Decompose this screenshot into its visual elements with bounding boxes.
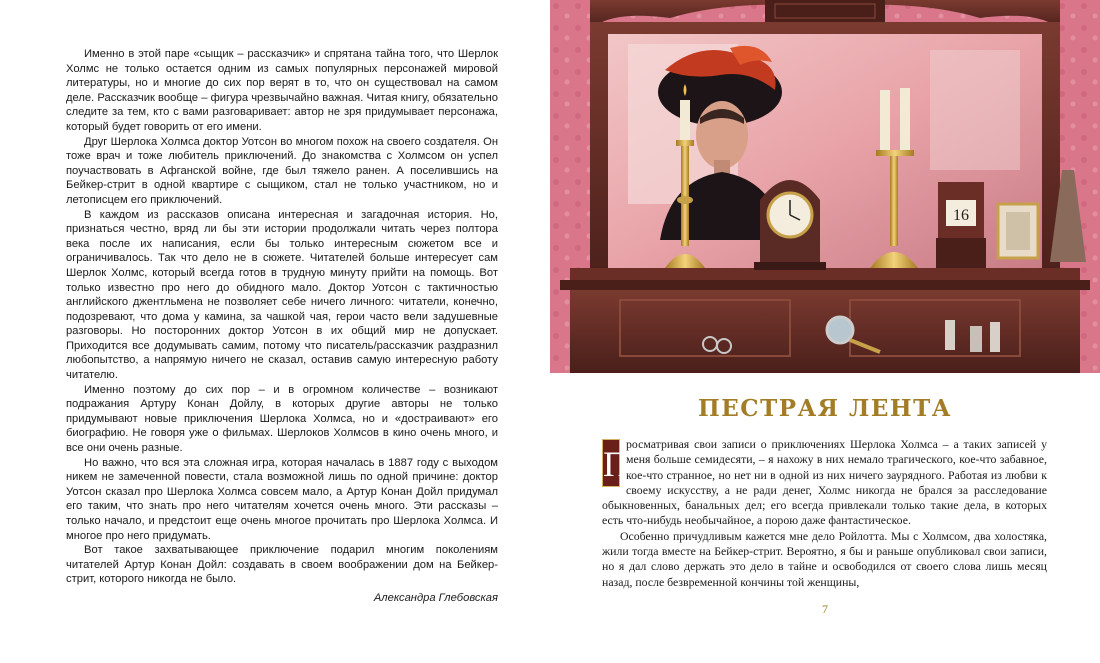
afterword-paragraph-4: Именно поэтому до сих пор – и в огромном количестве – возникают подражания Артуру Конан Дойлу, в которых другие авторы не только придумывают новые приключения Шерлока Холмса, но и «достраивают» его биографию. Не говоря уже о фильмах. Шерлоков Холмсов в кино очень много, и все они очень разные. [66,383,498,455]
afterword-paragraph-5: Но важно, что вся эта сложная игра, которая началась в 1887 году с выходом никем не замеченной повести, стала возможной лишь по одной причине: доктор Уотсон сказал про Шерлока Холмса совсем мало, а Артур Конан Дойл придумал его таким, что знать про него читателям хочется очень много. Эти рассказы – только начало, и предстоит еще очень многое прочитать про Шерлока Холмса. И многое про него придумать. [66,456,498,542]
story-paragraph-2: Особенно причудливым кажется мне дело Ройлотта. Мы с Холмсом, два холостяка, жили тогда вместе на Бейкер-стрит. Вероятно, я бы и раньше опубликовал свои записи, но я дал слово держать это дело в тайне и освободился от своего слова лишь месяц назад, после безвременной кончины той женщины, [602,528,1047,589]
page-number: 7 [822,602,828,616]
mantel-illustration [550,0,1100,373]
afterword-paragraph-6: Вот такое захватывающее приключение подарил многим поколениям читателей Артур Конан Дойл: создавать в своем воображении дом на Бейкер-стрит, которого никогда не было. [66,544,498,586]
right-page [550,0,1100,663]
author-signature: Александра Глебовская [373,591,498,604]
afterword-paragraph-2: Друг Шерлока Холмса доктор Уотсон во многом похож на своего создателя. Он тоже врач и тоже любитель приключений. До знакомства с Холмсом он успел поучаствовать в Афганской войне, где был тяжело ранен. А поселившись на Бейкер-стрит в одной квартире с сыщиком, стал не только участником, но и летописцем его приключений. [66,135,498,206]
story-title: ПЕСТРАЯ ЛЕНТА [698,395,952,422]
calendar-day: 16 [953,207,969,224]
afterword-paragraph-3: В каждом из рассказов описана интересная и загадочная история. Но, признаться честно, вряд ли бы эти истории продолжали читать через полтора века после их написания, если бы только интересным сюжетом все и ограничивалось. Так что дело не в сюжете. Читателей больше интересует сам Шерлок Холмс, который всегда готов в трудную минуту прийти на помощь. Вот только известно про него до обидного мало. Доктор Уотсон с тактичностью английского джентльмена не позволяет себе ничего личного: читатели, конечно, подозревают, что дома у камина, за чашкой чая, герои часто вели задушевные разговоры. Но посторонних доктор Уотсон в их общий мир не допускает. Приходится все додумывать самим, потому что писатель/рассказчик раздразнил любопытство, а напрямую ничего не сказал, оставив самую интересную работу читателю. [66,208,498,382]
afterword-paragraph-1: Именно в этой паре «сыщик – рассказчик» и спрятана тайна того, что Шерлок Холмс не только остается одним из самых популярных персонажей мировой литературы, но и многие до сих пор верят в то, что он существовал на самом деле. Рассказчик вообще – фигура чрезвычайно важная. Читая книгу, обязательно следите за тем, кто с вами разговаривает: автор не зря придумывает персонажа, который будет говорить от его имени. [66,48,498,133]
story-text [602,437,1047,590]
story-paragraph-1-text: росматривая свои записи о приключениях Шерлока Холмса – а таких записей у меня больше семидесяти, – я нахожу в них немало трагического, кое-что забавное, кое-что странное, но нет ни в одной из них ничего заурядного. Работая из любви к своему искусству, а не ради денег, Холмс никогда не брался за расследование обыкновенных, банальных дел; его всегда привлекали только такие дела, в которых есть что-нибудь необычайное, а порою даже фантастическое. [602,437,1047,528]
story-paragraph-1 [602,437,1047,529]
afterword-text [66,47,498,606]
drop-cap: П [602,439,620,487]
